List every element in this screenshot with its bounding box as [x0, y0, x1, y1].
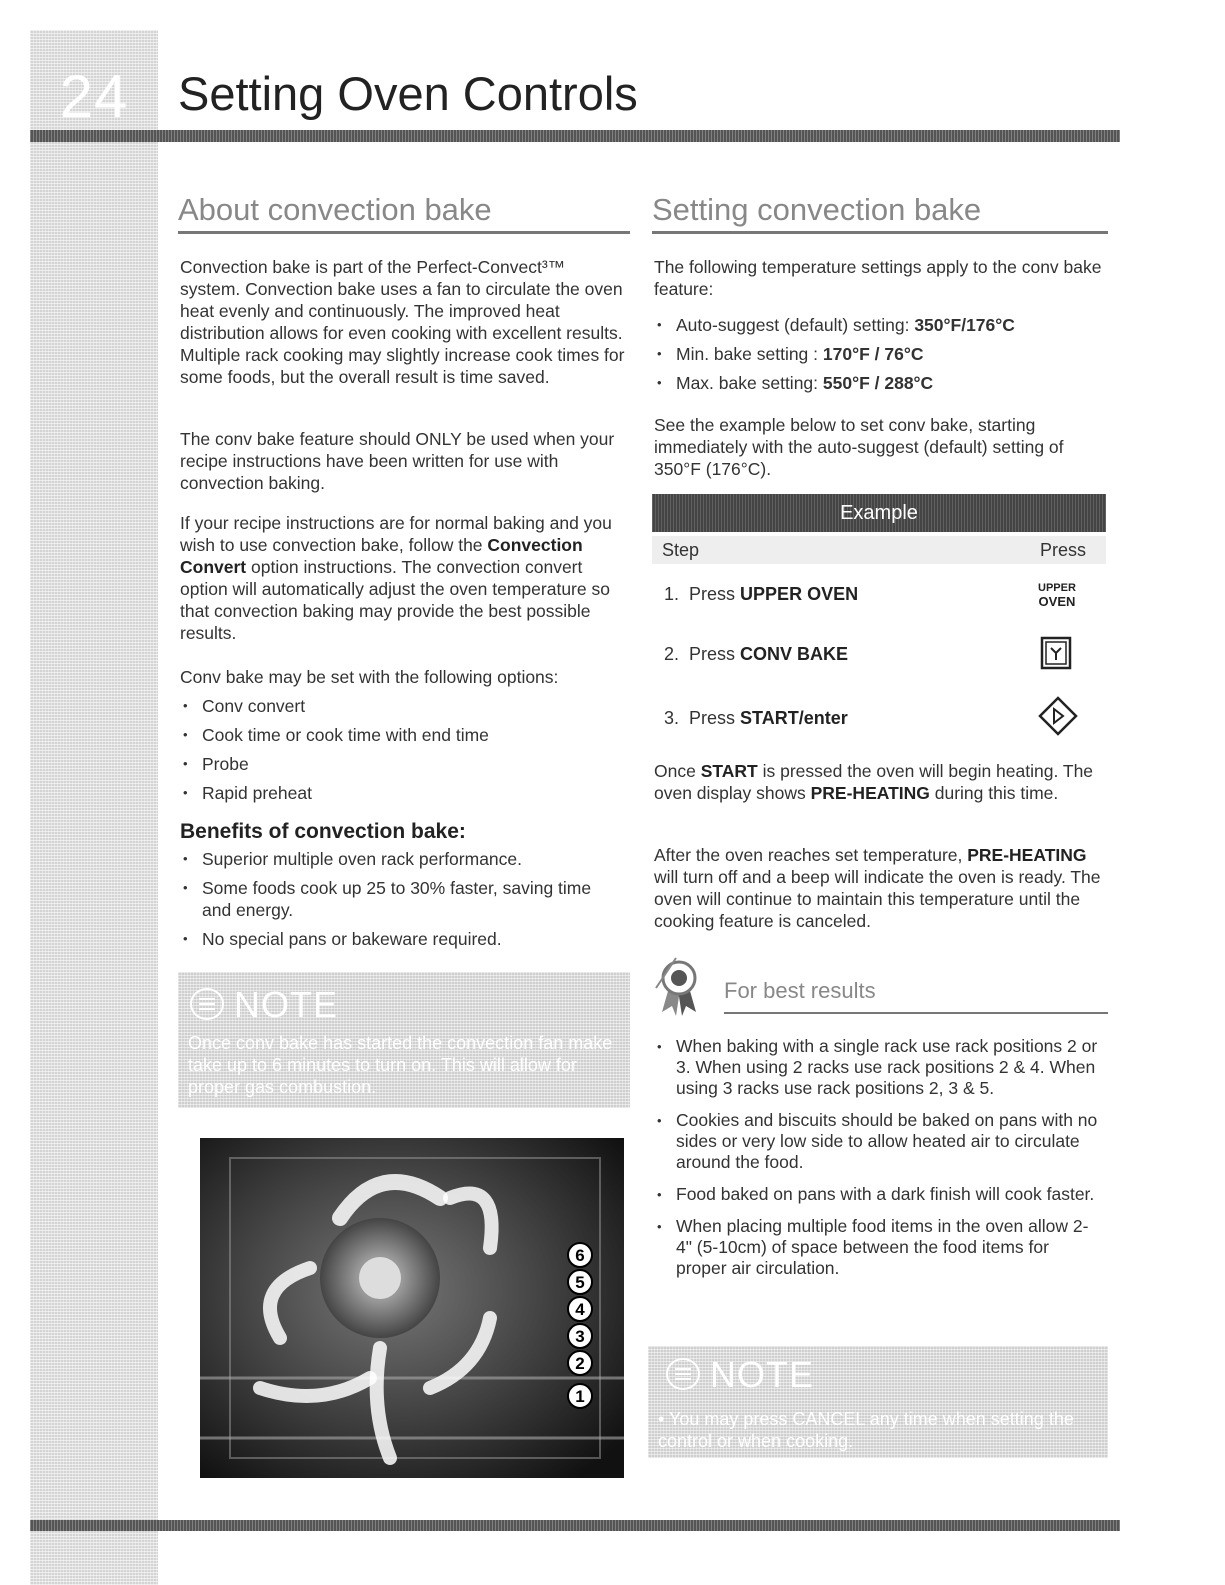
conv-bake-key-icon: [1040, 636, 1072, 670]
award-ribbon-icon: [648, 950, 710, 1020]
note-icon: [190, 988, 224, 1020]
options-list: [180, 695, 630, 811]
note-text: • You may press CANCEL any time when setting the control or when cooking.: [658, 1409, 1074, 1451]
list-item: • When baking with a single rack use rack positions 2 or 3. When using 2 racks use rack positions 2 & 4. When using 3 racks use rack positions 2, 3 & 5.: [654, 1036, 1104, 1099]
oven-interior-photo: [200, 1138, 624, 1478]
list-item: • Conv convert: [180, 695, 630, 717]
benefits-heading: Benefits of convection bake:: [180, 820, 466, 843]
start-key-icon: [1038, 696, 1078, 736]
page-number: 24: [59, 63, 129, 130]
list-item: • Probe: [180, 753, 630, 775]
best-results-rule: [724, 1012, 1108, 1014]
example-step-3: 3. Press START/enter: [664, 708, 848, 728]
list-item: • Superior multiple oven rack performance.: [180, 848, 610, 870]
list-item: • Cook time or cook time with end time: [180, 724, 630, 746]
list-item: • Food baked on pans with a dark finish will cook faster.: [654, 1184, 1104, 1205]
benefits-list: [180, 848, 610, 957]
footer-rule: [30, 1520, 1120, 1531]
example-title-bar: Example: [652, 494, 1106, 532]
press-column-header: Press: [1039, 540, 1086, 560]
rack-position-2: 2: [575, 1354, 585, 1373]
note-heading: NOTE: [710, 1354, 815, 1395]
step-column-header: Step: [662, 540, 700, 560]
note-text: Once conv bake has started the convection fan make take up to 6 minutes to turn on. This will allow for proper gas combustion.: [188, 1033, 613, 1097]
note-icon: [666, 1358, 700, 1390]
header-rule: [30, 130, 1120, 142]
note-box-left: [178, 972, 630, 1108]
rack-position-5: 5: [575, 1273, 585, 1292]
about-heading: About convection bake: [178, 192, 492, 227]
after-preheat-para: After the oven reaches set temperature, PRE-HEATING will turn off and a beep will indicate the oven is ready. The oven will continue to maintain this temperature until the cooking feature is canceled.: [654, 845, 1101, 931]
temps-list: [654, 314, 1104, 401]
list-item: • When placing multiple food items in the oven allow 2-4" (5-10cm) of space between the food items for proper air circulation.: [654, 1216, 1104, 1279]
list-item: • Min. bake setting : 170°F / 76°C: [654, 343, 1104, 365]
oven-illustration: [200, 1138, 624, 1478]
about-para-4: Conv bake may be set with the following options:: [180, 667, 559, 687]
list-item: • No special pans or bakeware required.: [180, 928, 610, 950]
list-item: • Auto-suggest (default) setting: 350°F/176°C: [654, 314, 1104, 336]
best-results-list: [654, 1036, 1104, 1286]
list-item: • Max. bake setting: 550°F / 288°C: [654, 372, 1104, 394]
setting-intro: The following temperature settings apply to the conv bake feature:: [654, 257, 1102, 299]
rack-position-1: 1: [575, 1387, 585, 1406]
page-side-stripe: [30, 30, 158, 1585]
list-item: • Cookies and biscuits should be baked on pans with no sides or very low side to allow heated air to circulate around the food.: [654, 1110, 1104, 1173]
about-para-1: Convection bake is part of the Perfect-Convect³™ system. Convection bake uses a fan to circulate the oven heat evenly and continuously. The improved heat distribution allows for even cooking with excellent results. Multiple rack cooking may slightly increase cook times for some foods, but the overall result is time saved.: [180, 257, 625, 387]
rack-position-3: 3: [575, 1327, 585, 1346]
example-step-2: 2. Press CONV BAKE: [664, 644, 849, 664]
setting-heading: Setting convection bake: [652, 192, 982, 227]
example-intro: See the example below to set conv bake, starting immediately with the auto-suggest (default) setting of 350°F (176°C).: [654, 415, 1064, 479]
setting-heading-rule: [652, 231, 1108, 234]
rack-position-6: 6: [575, 1246, 585, 1265]
list-item: • Some foods cook up 25 to 30% faster, saving time and energy.: [180, 877, 610, 921]
about-heading-rule: [178, 231, 630, 234]
after-start-para: Once START is pressed the oven will begin heating. The oven display shows PRE-HEATING during this time.: [654, 761, 1094, 803]
rack-position-4: 4: [575, 1300, 585, 1319]
upper-oven-key-icon: UPPER OVEN: [1038, 582, 1076, 609]
about-para-3: If your recipe instructions are for normal baking and you wish to use convection bake, follow the Convection Convert option instructions. The convection convert option will automatically adjust the oven temperature so that convection baking may provide the best possible results.: [180, 513, 612, 643]
best-results-heading: For best results: [724, 978, 876, 1003]
note-heading: NOTE: [234, 984, 339, 1025]
list-item: • Rapid preheat: [180, 782, 630, 804]
example-step-1: 1. Press UPPER OVEN: [664, 584, 859, 604]
note-box-right: [648, 1346, 1108, 1458]
example-table-header: [652, 536, 1106, 564]
about-para-2: The conv bake feature should ONLY be used when your recipe instructions have been written for use with convection baking.: [180, 429, 615, 493]
page-title: Setting Oven Controls: [178, 67, 638, 120]
